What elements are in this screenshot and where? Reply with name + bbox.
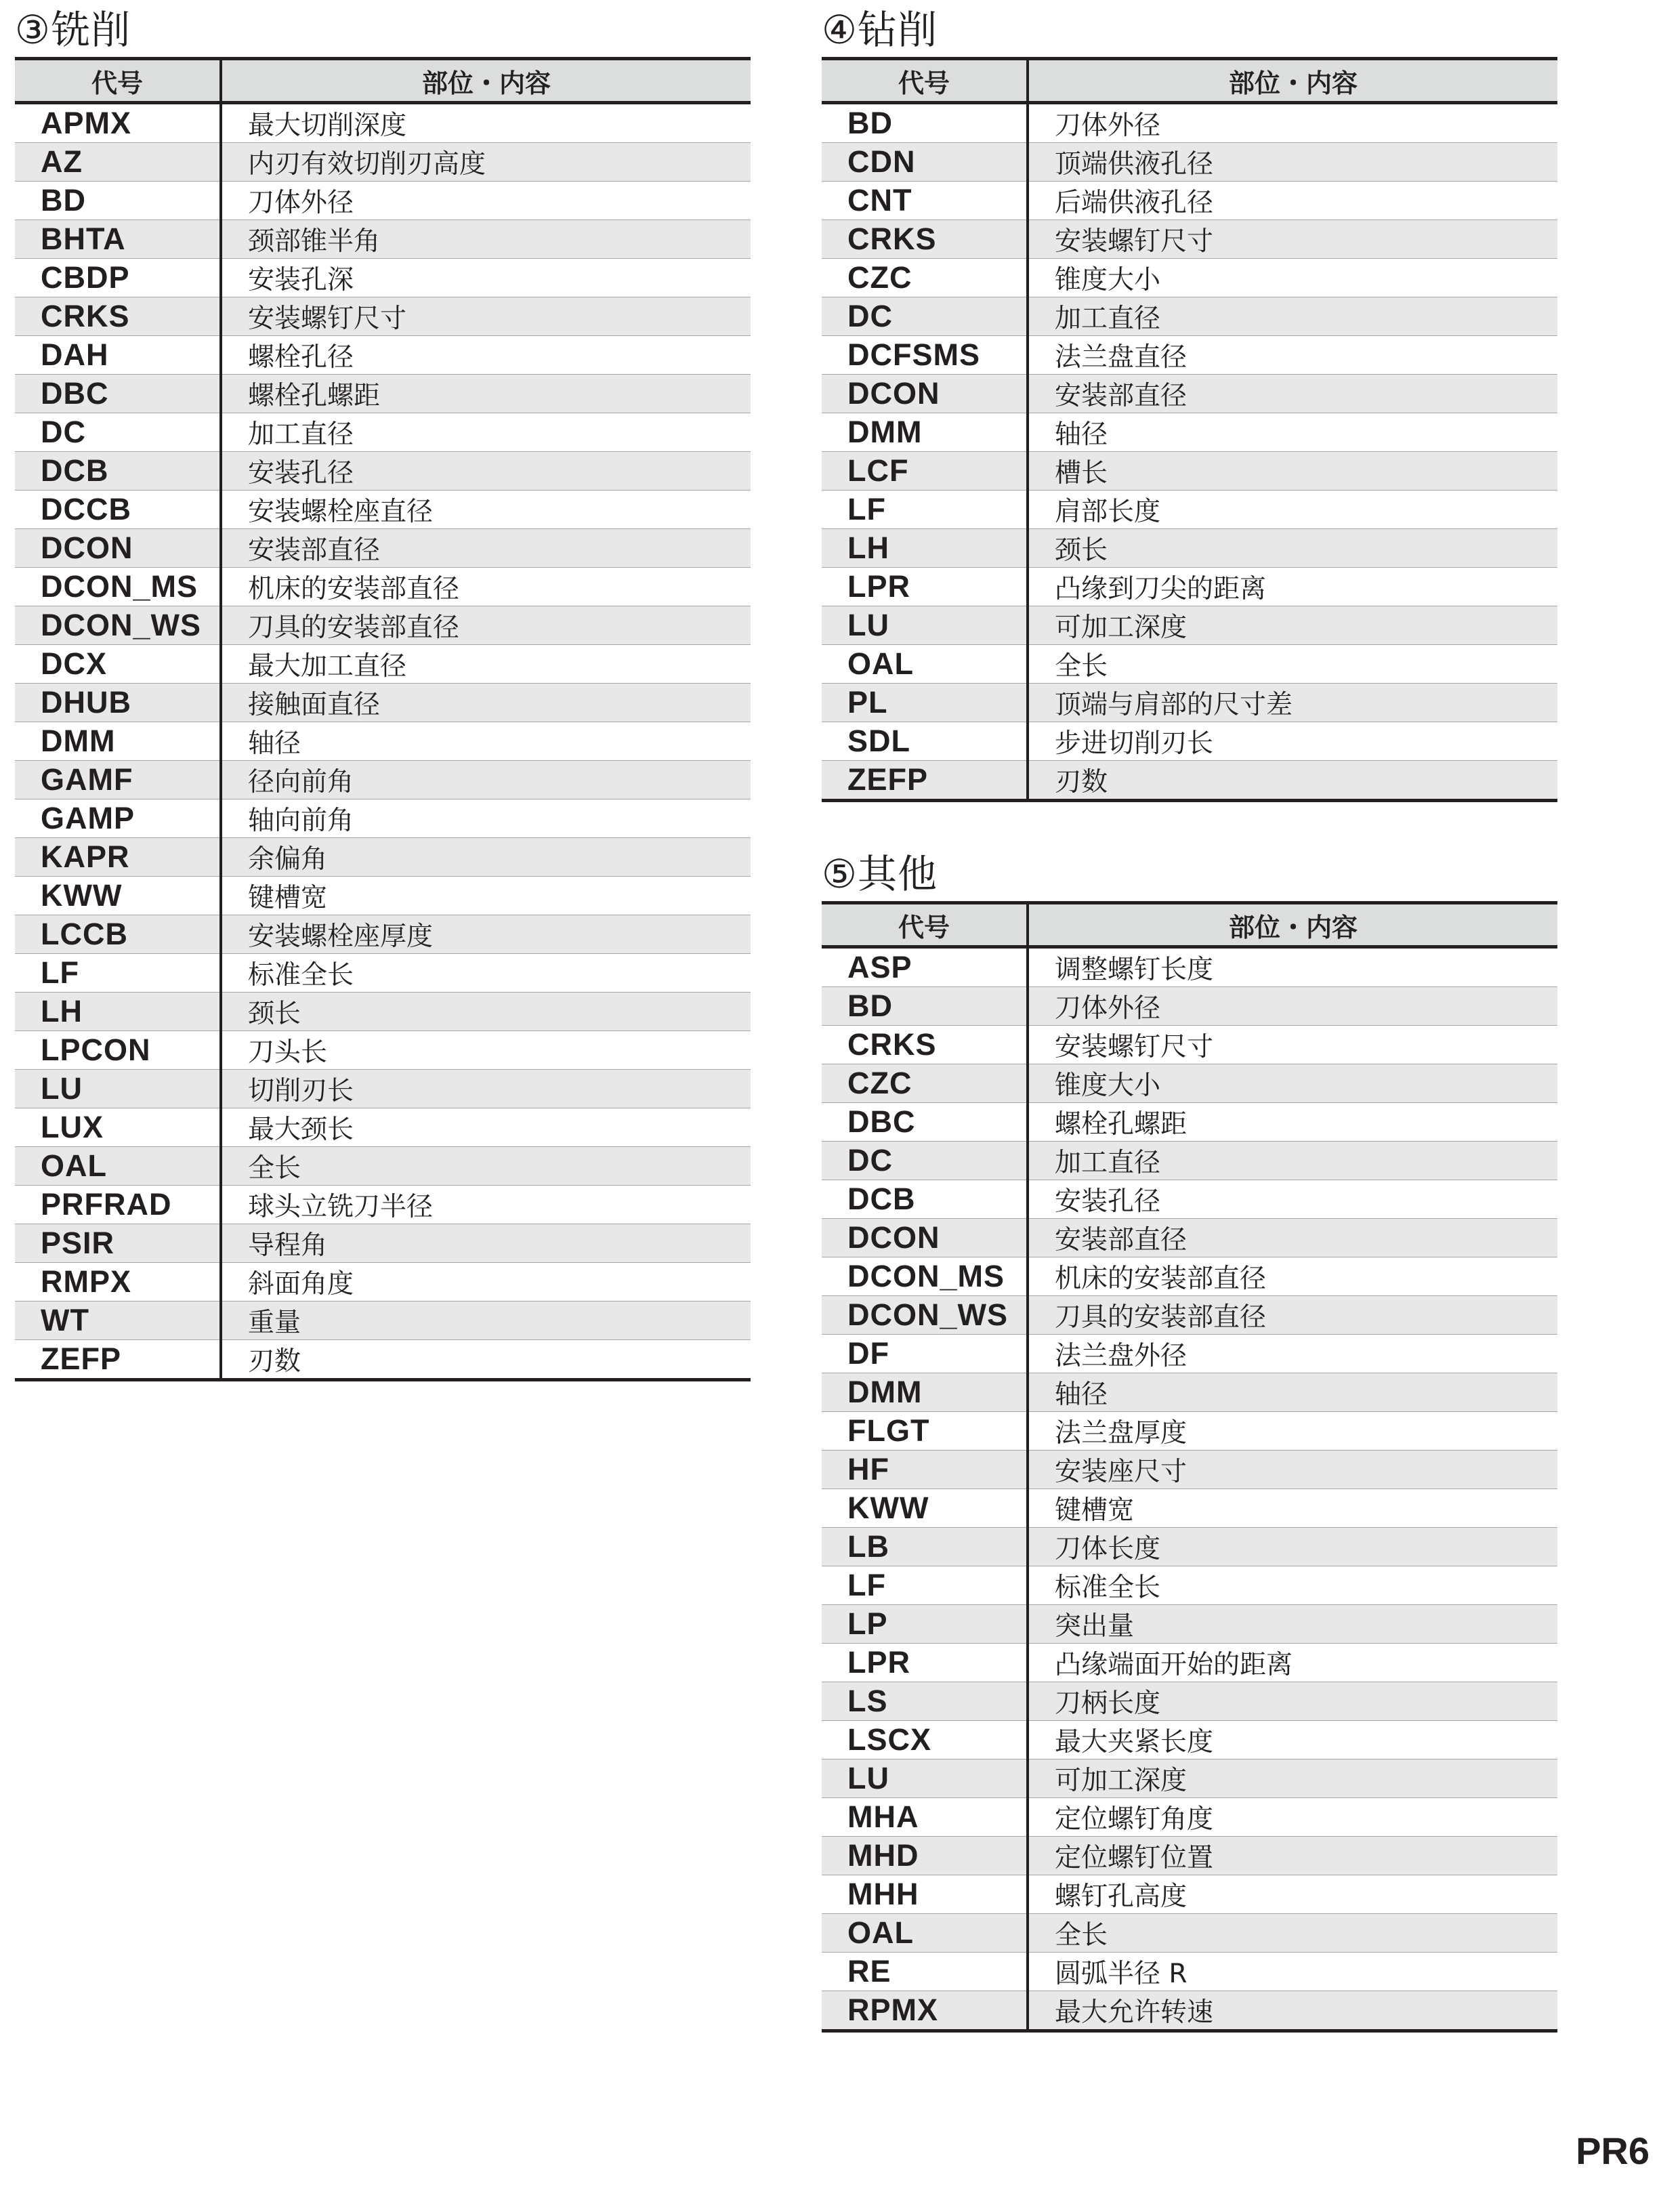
table-row [822,336,1557,375]
description-cell: 轴向前角 [221,799,751,838]
description-cell: 安装螺钉尺寸 [1028,1026,1557,1064]
description-cell: 刀柄长度 [1028,1682,1557,1721]
table-row [822,1605,1557,1644]
code-cell: DMM [15,722,221,761]
table-row [822,1451,1557,1489]
table-row [822,1566,1557,1605]
drilling-section [822,3,1557,802]
code-cell: KWW [822,1489,1028,1528]
table-row [822,491,1557,529]
description-cell: 刀具的安装部直径 [221,606,751,645]
column-header-description: 部位・内容 [1028,59,1557,103]
description-cell: 安装螺钉尺寸 [221,297,751,336]
table-row [15,259,751,297]
description-cell: 安装部直径 [221,529,751,568]
code-cell: DCON_MS [15,568,221,606]
table-row [15,877,751,915]
code-cell: FLGT [822,1412,1028,1451]
code-cell: RMPX [15,1263,221,1301]
table-row [822,1142,1557,1180]
code-cell: CBDP [15,259,221,297]
table-row [822,1064,1557,1103]
code-cell: DCX [15,645,221,684]
code-cell: GAMP [15,799,221,838]
other-table [822,901,1557,2033]
description-cell: 全长 [221,1147,751,1186]
code-cell: OAL [822,645,1028,684]
milling-section [15,3,751,1381]
description-cell: 轴径 [221,722,751,761]
table-row [15,143,751,182]
table-row [822,1180,1557,1219]
table-row [822,220,1557,259]
code-cell: DC [822,1142,1028,1180]
description-cell: 刀体外径 [1028,103,1557,143]
description-cell: 槽长 [1028,452,1557,491]
code-cell: MHA [822,1798,1028,1837]
column-header-code: 代号 [822,59,1028,103]
table-row [822,1759,1557,1798]
description-cell: 刃数 [248,1346,301,1377]
code-cell: RPMX [822,1991,1028,2031]
description-cell: 最大夹紧长度 [1028,1721,1557,1759]
description-cell: 锥度大小 [1028,259,1557,297]
code-cell: KAPR [15,838,221,877]
table-row [15,1031,751,1070]
code-cell: DMM [822,413,1028,452]
table-row [822,1644,1557,1682]
table-row [822,645,1557,684]
code-cell: DCB [15,452,221,491]
table-row [822,1373,1557,1412]
code-cell: KWW [15,877,221,915]
code-cell: RE [822,1953,1028,1991]
code-cell: DC [15,413,221,452]
description-cell: 刀体外径 [221,182,751,220]
table-row [15,684,751,722]
description-cell: 全长 [1028,645,1557,684]
other-section-title: ⑤其他 [822,851,938,897]
table-row [15,1301,751,1340]
code-cell: DCFSMS [822,336,1028,375]
table-row [822,947,1557,987]
description-cell: 径向前角 [221,761,751,799]
description-cell: 机床的安装部直径 [221,568,751,606]
code-cell: DBC [822,1103,1028,1142]
table-row [15,220,751,259]
description-cell: 颈长 [1028,529,1557,568]
table-row [15,838,751,877]
description-cell: 调整螺钉长度 [1028,947,1557,987]
other-table-body [822,947,1557,2031]
code-cell: CRKS [15,297,221,336]
description-cell: 导程角 [221,1224,751,1263]
other-section [822,847,1557,2033]
code-cell: PSIR [15,1224,221,1263]
table-row [822,1914,1557,1953]
table-row [822,1026,1557,1064]
description-cell: 标准全长 [221,954,751,993]
table-row [15,722,751,761]
table-row [15,182,751,220]
description-cell: 突出量 [1028,1605,1557,1644]
description-cell: 球头立铣刀半径 [221,1186,751,1224]
description-cell: 轴径 [1028,413,1557,452]
description-cell: 安装螺栓座厚度 [221,915,751,954]
table-row [15,452,751,491]
table-row [822,1489,1557,1528]
table-row [822,1103,1557,1142]
code-cell: DAH [15,336,221,375]
code-cell: LCF [822,452,1028,491]
description-cell: 最大允许转速 [1028,1991,1557,2031]
milling-section-title: ③铣削 [15,7,131,53]
code-cell: CRKS [822,1026,1028,1064]
table-row [822,1953,1557,1991]
table-row [15,799,751,838]
table-row [822,1528,1557,1566]
table-row [822,1257,1557,1296]
code-cell: CZC [822,259,1028,297]
table-row [822,761,1557,801]
code-cell: LPR [822,1644,1028,1682]
description-cell: 定位螺钉角度 [1028,1798,1557,1837]
table-row [822,987,1557,1026]
code-cell: LPR [822,568,1028,606]
table-header-row [15,59,751,103]
code-cell: OAL [15,1147,221,1186]
table-row [15,993,751,1031]
description-cell: 加工直径 [1028,297,1557,336]
code-cell: DCON_WS [15,606,221,645]
description-cell: 机床的安装部直径 [1028,1257,1557,1296]
description-cell: 法兰盘直径 [1028,336,1557,375]
milling-table [15,57,751,1381]
table-row [15,1147,751,1186]
table-row [15,568,751,606]
description-cell: 顶端供液孔径 [1028,143,1557,182]
table-row [15,529,751,568]
description-cell: 颈部锥半角 [221,220,751,259]
code-cell: LH [15,993,221,1031]
description-cell: 键槽宽 [1028,1489,1557,1528]
table-row [822,1875,1557,1914]
description-cell: 法兰盘厚度 [1028,1412,1557,1451]
description-cell: 全长 [1028,1914,1557,1953]
description-cell: 可加工深度 [1028,1759,1557,1798]
description-cell: 法兰盘外径 [1028,1335,1557,1373]
description-cell: 键槽宽 [221,877,751,915]
description-cell: 切削刃长 [221,1070,751,1108]
description-cell: 重量 [221,1301,751,1340]
description-cell: 颈长 [221,993,751,1031]
description-cell: 安装孔径 [221,452,751,491]
code-cell: SDL [822,722,1028,761]
code-cell: CRKS [822,220,1028,259]
column-header-code: 代号 [15,59,221,103]
code-cell: PRFRAD [15,1186,221,1224]
code-cell: ZEFP [822,761,1028,801]
description-cell: 安装螺栓座直径 [221,491,751,529]
description-cell: 接触面直径 [221,684,751,722]
code-cell: DCB [822,1180,1028,1219]
code-cell: LUX [15,1108,221,1147]
table-row [15,297,751,336]
table-row [822,182,1557,220]
description-cell: 螺栓孔螺距 [221,375,751,413]
code-cell: ASP [822,947,1028,987]
code-cell: DF [822,1335,1028,1373]
page-number: PR6 [1576,2129,1650,2172]
code-cell: BD [15,182,221,220]
description-cell: 顶端与肩部的尺寸差 [1028,684,1557,722]
table-row [822,1721,1557,1759]
table-row [822,568,1557,606]
code-cell: PL [822,684,1028,722]
code-cell: CNT [822,182,1028,220]
code-cell: MHD [822,1837,1028,1875]
description-cell: 后端供液孔径 [1028,182,1557,220]
code-cell: LF [822,491,1028,529]
table-row [15,645,751,684]
table-row [822,375,1557,413]
code-cell: LB [822,1528,1028,1566]
table-row [15,336,751,375]
code-cell: BHTA [15,220,221,259]
description-cell: 斜面角度 [221,1263,751,1301]
table-row [15,761,751,799]
drilling-table [822,57,1557,802]
description-cell: 刀头长 [221,1031,751,1070]
table-row [822,452,1557,491]
table-row [822,413,1557,452]
table-row [822,1798,1557,1837]
description-cell: 加工直径 [221,413,751,452]
description-cell: 圆弧半径 R [1028,1953,1557,1991]
code-cell: AZ [15,143,221,182]
drilling-section-title: ④钻削 [822,7,938,53]
code-cell: CDN [822,143,1028,182]
table-row [822,1412,1557,1451]
table-row [822,529,1557,568]
table-row [15,491,751,529]
table-row [15,954,751,993]
table-row [15,413,751,452]
code-cell: OAL [822,1914,1028,1953]
description-cell: 安装部直径 [1028,1219,1557,1257]
column-header-description: 部位・内容 [221,59,751,103]
code-cell: DBC [15,375,221,413]
code-cell: DCON_WS [822,1296,1028,1335]
description-cell: 凸缘端面开始的距离 [1028,1644,1557,1682]
description-cell: 凸缘到刀尖的距离 [1028,568,1557,606]
table-row [15,1263,751,1301]
description-cell: 最大颈长 [221,1108,751,1147]
description-cell: 螺栓孔螺距 [1028,1103,1557,1142]
description-cell: 轴径 [1028,1373,1557,1412]
code-cell: WT [15,1301,221,1340]
code-cell: HF [822,1451,1028,1489]
code-cell: MHH [822,1875,1028,1914]
table-row [822,1682,1557,1721]
code-cell: LF [822,1566,1028,1605]
table-row [15,915,751,954]
column-header-code: 代号 [822,903,1028,947]
code-cell: LPCON [15,1031,221,1070]
table-row [15,103,751,143]
code-cell: LU [822,606,1028,645]
table-row [15,1224,751,1263]
description-cell: 余偏角 [221,838,751,877]
code-cell: DHUB [15,684,221,722]
code-cell: BD [822,987,1028,1026]
code-cell: LSCX [822,1721,1028,1759]
description-cell: 锥度大小 [1028,1064,1557,1103]
description-cell: 刀体外径 [1028,987,1557,1026]
code-cell: BD [822,103,1028,143]
code-cell: LU [15,1070,221,1108]
table-row [822,684,1557,722]
description-cell: 安装座尺寸 [1028,1451,1557,1489]
code-cell: LF [15,954,221,993]
table-row [822,1219,1557,1257]
table-row [822,1296,1557,1335]
description-cell: 定位螺钉位置 [1028,1837,1557,1875]
table-row [822,1991,1557,2031]
description-cell: 螺钉孔高度 [1028,1875,1557,1914]
table-row [15,1108,751,1147]
code-cell: DCON [822,375,1028,413]
code-cell: GAMF [15,761,221,799]
table-row [15,1340,751,1380]
drilling-table-body [822,103,1557,801]
table-header-row [822,59,1557,103]
code-cell: DCON [822,1219,1028,1257]
table-row [822,1335,1557,1373]
table-row [15,1186,751,1224]
table-row [822,103,1557,143]
description-cell: 最大加工直径 [221,645,751,684]
description-cell: 安装孔径 [1028,1180,1557,1219]
table-row [822,297,1557,336]
code-cell: LS [822,1682,1028,1721]
table-row [822,606,1557,645]
code-cell: DC [822,297,1028,336]
table-row [822,1837,1557,1875]
description-cell: 步进切削刃长 [1028,722,1557,761]
table-header-row [822,903,1557,947]
table-row [15,606,751,645]
description-cell: 标准全长 [1028,1566,1557,1605]
description-cell: 安装孔深 [221,259,751,297]
description-cell: 安装部直径 [1028,375,1557,413]
code-cell: APMX [15,103,221,143]
description-cell: 加工直径 [1028,1142,1557,1180]
description-cell: 刀具的安装部直径 [1028,1296,1557,1335]
description-cell: 肩部长度 [1028,491,1557,529]
description-cell: 安装螺钉尺寸 [1028,220,1557,259]
code-cell: DCON [15,529,221,568]
table-row [15,1070,751,1108]
description-cell: 刃数 [1028,761,1557,801]
description-cell: 最大切削深度 [221,103,751,143]
table-row [15,375,751,413]
code-cell: DCON_MS [822,1257,1028,1296]
description-cell: 可加工深度 [1028,606,1557,645]
description-cell: 刀体长度 [1028,1528,1557,1566]
code-cell: LP [822,1605,1028,1644]
code-cell: DCCB [15,491,221,529]
table-row [822,143,1557,182]
description-cell: 内刃有效切削刃高度 [221,143,751,182]
code-cell: LCCB [15,915,221,954]
code-cell: ZEFP [15,1340,221,1380]
table-row [822,259,1557,297]
column-header-description: 部位・内容 [1028,903,1557,947]
code-cell: CZC [822,1064,1028,1103]
description-cell: 螺栓孔径 [221,336,751,375]
table-row [822,722,1557,761]
code-cell: LU [822,1759,1028,1798]
milling-table-body [15,103,751,1380]
code-cell: DMM [822,1373,1028,1412]
code-cell: LH [822,529,1028,568]
